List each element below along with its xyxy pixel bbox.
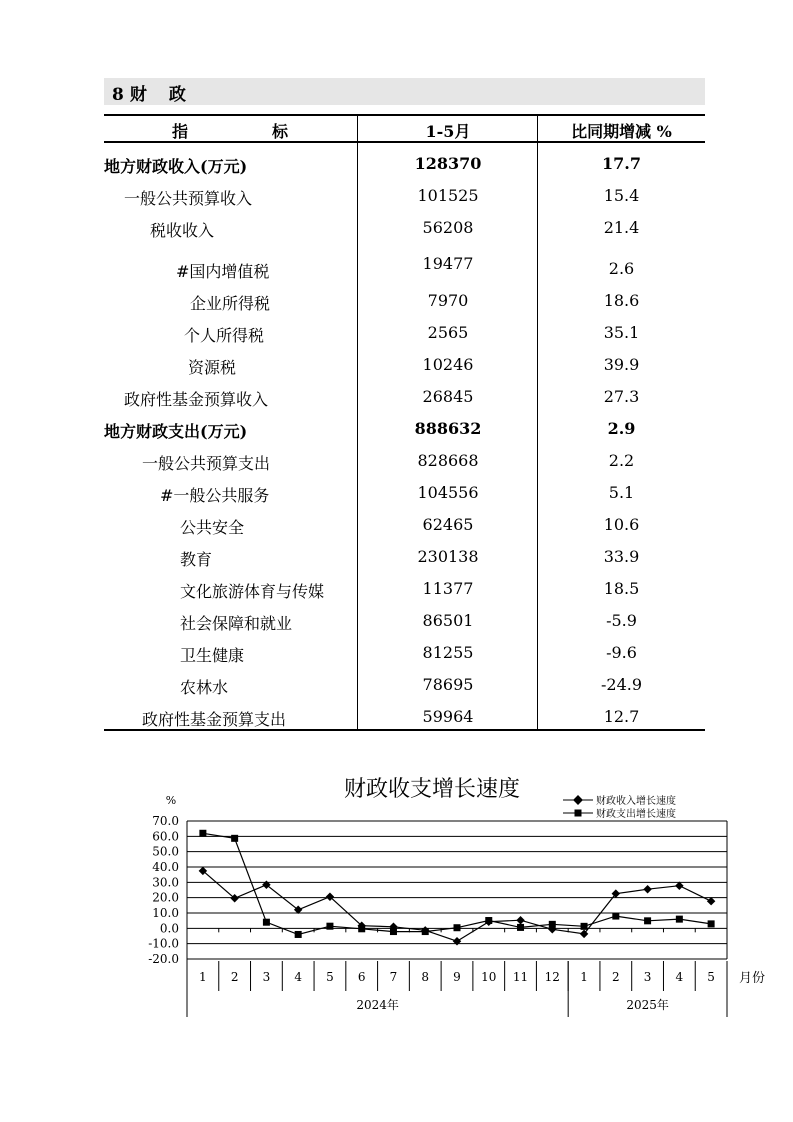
data-point-expenditure	[454, 924, 461, 931]
row-value: 10246	[422, 355, 474, 374]
table-row	[104, 253, 705, 285]
row-label: 农林水	[180, 678, 229, 697]
row-change: 10.6	[603, 515, 640, 534]
row-change: 2.2	[608, 451, 635, 470]
row-change: 18.6	[603, 291, 640, 310]
fiscal-growth-chart	[0, 760, 793, 1050]
table-row	[104, 573, 705, 605]
row-change: 12.7	[603, 707, 640, 726]
row-change: 27.3	[603, 387, 640, 406]
table-row	[104, 285, 705, 317]
row-label: 公共安全	[180, 518, 245, 537]
row-change: 39.9	[603, 355, 640, 374]
year-group-label: 2025年	[626, 998, 669, 1012]
y-tick-label: -20.0	[148, 952, 179, 966]
x-tick-label: 1	[199, 970, 207, 984]
row-value: 888632	[414, 419, 482, 438]
data-point-expenditure	[358, 925, 365, 932]
row-label: 一般公共预算支出	[142, 454, 271, 473]
table-row	[104, 477, 705, 509]
x-tick-label: 1	[580, 970, 588, 984]
x-tick-label: 8	[421, 970, 430, 984]
y-tick-label: 0.0	[159, 921, 179, 936]
y-tick-label: 40.0	[152, 860, 179, 874]
y-tick-label: 50.0	[152, 844, 179, 859]
row-value: 26845	[422, 387, 474, 406]
legend-marker-diamond	[573, 795, 583, 805]
table-row	[104, 180, 705, 212]
table-row	[104, 637, 705, 669]
section-header-bar	[104, 78, 705, 105]
table-row	[104, 212, 705, 244]
data-point-expenditure	[612, 913, 619, 920]
y-tick-label: 60.0	[152, 829, 179, 844]
data-point-expenditure	[485, 917, 492, 924]
table-row	[104, 445, 705, 477]
table-row	[104, 317, 705, 349]
y-tick-label: -10.0	[148, 936, 179, 951]
row-change: -24.9	[600, 675, 643, 694]
row-label: 教育	[180, 550, 213, 569]
section-title-b: 政	[168, 85, 186, 105]
x-tick-label: 2	[612, 970, 620, 984]
x-tick-label: 12	[544, 970, 560, 984]
year-group-label: 2024年	[356, 998, 399, 1012]
x-tick-label: 4	[294, 970, 302, 984]
y-tick-label: 10.0	[152, 906, 179, 920]
data-point-expenditure	[199, 830, 206, 837]
row-value: 62465	[422, 515, 474, 534]
data-point-expenditure	[326, 923, 333, 930]
data-point-expenditure	[422, 928, 429, 935]
table-row	[104, 701, 705, 733]
x-tick-label: 10	[481, 970, 497, 984]
table-row	[104, 669, 705, 701]
row-label: 资源税	[188, 358, 237, 377]
x-tick-label: 3	[262, 970, 271, 984]
row-value: 81255	[422, 643, 474, 662]
x-tick-label: 5	[326, 970, 334, 984]
row-label: 文化旅游体育与传媒	[180, 582, 325, 601]
row-value: 7970	[427, 291, 469, 310]
section-number: 8	[112, 85, 124, 105]
data-point-expenditure	[263, 919, 270, 926]
row-label: 地方财政收入(万元)	[104, 157, 248, 176]
header-period: 1-5月	[425, 122, 471, 141]
x-tick-label: 5	[707, 970, 715, 984]
table-row	[104, 509, 705, 541]
y-axis-unit: %	[165, 794, 177, 807]
row-change: 15.4	[603, 186, 640, 205]
row-value: 19477	[422, 254, 474, 273]
x-axis-label: 月份	[738, 971, 766, 986]
y-tick-label: 70.0	[152, 814, 179, 828]
data-point-expenditure	[581, 923, 588, 930]
row-change: 33.9	[603, 547, 640, 566]
section-title	[112, 80, 186, 105]
x-tick-label: 11	[512, 970, 529, 984]
x-tick-label: 9	[453, 970, 461, 984]
legend-label-revenue: 财政收入增长速度	[596, 796, 676, 807]
row-value: 128370	[414, 154, 482, 173]
series-line-1	[203, 833, 711, 934]
row-change: -9.6	[606, 643, 637, 662]
data-point-revenue	[707, 897, 715, 905]
row-change: 21.4	[603, 218, 640, 237]
header-indicator-b: 标	[272, 122, 289, 141]
header-indicator-a: 指	[172, 122, 189, 141]
row-value: 101525	[417, 186, 479, 205]
row-label: 社会保障和就业	[180, 614, 293, 633]
data-point-expenditure	[644, 917, 651, 924]
row-change: 17.7	[602, 154, 641, 173]
section-title-a: 财	[129, 85, 147, 105]
row-value: 230138	[417, 547, 479, 566]
row-change: 5.1	[608, 483, 635, 502]
data-point-expenditure	[295, 931, 302, 938]
row-change: -5.9	[606, 611, 637, 630]
table-row	[104, 413, 705, 445]
header-change: 比同期增减 %	[571, 122, 672, 141]
x-tick-label: 3	[643, 970, 652, 984]
row-label: 个人所得税	[184, 326, 265, 345]
row-label: 企业所得税	[190, 294, 271, 313]
data-point-expenditure	[517, 924, 524, 931]
table-row	[104, 349, 705, 381]
row-value: 828668	[417, 451, 479, 470]
row-change: 18.5	[603, 579, 640, 598]
row-label: #国内增值税	[176, 262, 270, 281]
y-tick-label: 30.0	[152, 875, 179, 890]
row-change: 2.6	[608, 259, 635, 278]
table-row	[104, 605, 705, 637]
data-point-revenue	[516, 916, 524, 924]
chart-legend	[563, 794, 676, 820]
row-label: 卫生健康	[180, 646, 245, 665]
row-label: #一般公共服务	[160, 486, 270, 505]
x-tick-label: 2	[230, 970, 239, 984]
row-change: 35.1	[603, 323, 640, 342]
row-value: 56208	[422, 218, 474, 237]
table-row	[104, 148, 705, 180]
data-point-revenue	[453, 937, 461, 945]
table-row	[104, 381, 705, 413]
x-tick-label: 7	[389, 970, 398, 984]
row-value: 78695	[422, 675, 474, 694]
row-label: 政府性基金预算收入	[124, 390, 269, 409]
row-value: 86501	[422, 611, 474, 630]
table-row	[104, 541, 705, 573]
data-point-expenditure	[549, 921, 556, 928]
row-label: 地方财政支出(万元)	[104, 422, 248, 441]
row-value: 59964	[422, 707, 474, 726]
data-point-expenditure	[231, 835, 238, 842]
row-value: 104556	[417, 483, 479, 502]
legend-label-expenditure: 财政支出增长速度	[596, 809, 676, 820]
row-label: 一般公共预算收入	[124, 189, 253, 208]
data-point-expenditure	[390, 928, 397, 935]
row-value: 2565	[427, 323, 469, 342]
row-value: 11377	[422, 579, 474, 598]
x-tick-label: 4	[675, 970, 684, 984]
data-point-expenditure	[708, 920, 715, 927]
row-change: 2.9	[607, 419, 636, 438]
row-label: 政府性基金预算支出	[142, 710, 287, 729]
x-tick-label: 6	[357, 970, 366, 984]
chart-title: 财政收支增长速度	[343, 777, 521, 802]
data-point-expenditure	[676, 916, 683, 923]
table-header-row	[104, 114, 705, 146]
row-label: 税收收入	[150, 221, 215, 240]
data-point-revenue	[643, 885, 651, 893]
legend-marker-square	[575, 810, 582, 817]
y-tick-label: 20.0	[152, 890, 179, 905]
